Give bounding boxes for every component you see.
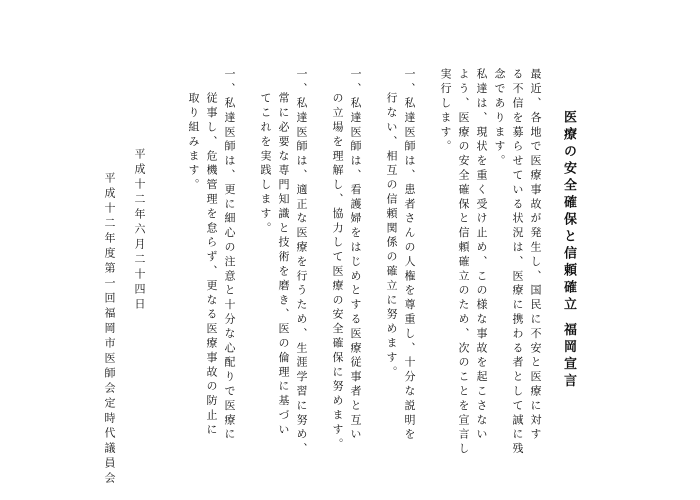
intro-line: 私達は、現状を重く受け止め、この様な事故を起こさない (475, 68, 488, 443)
article-4-line-2: 従事し、危機管理を怠らず、更なる医療事故の防止に (205, 92, 218, 438)
article-3-line-1: 一、私達医師は、適正な医療を行うため、生涯学習に努め、 (295, 68, 308, 457)
intro-line: 実行します。 (439, 68, 452, 155)
intro-line: る不信を募らせている状況は、医療に携わる者として誠に残 (511, 68, 524, 457)
declaration-date: 平成十二年六月二十四日 (133, 148, 146, 313)
declaration-title: 医療の安全確保と信頼確立 福岡宣言 (561, 110, 576, 391)
article-3-line-2: 常に必要な専門知識と技術を磨き、医の倫理に基づい (277, 92, 290, 438)
article-4-line-1: 一、私達医師は、更に細心の注意と十分な心配りで医療に (223, 68, 236, 443)
article-2-line-2: の立場を理解し、協力して医療の安全確保に努めます。 (331, 92, 344, 452)
intro-line: 念であります。 (493, 68, 506, 169)
article-1-line-2: 行ない、相互の信頼関係の確立に努めます。 (385, 92, 398, 380)
intro-line: よう、医療の安全確保と信頼確立のため、次のことを宣言し (457, 68, 470, 457)
article-3-line-3: てこれを実践します。 (259, 92, 272, 236)
intro-line: 最近、各地で医療事故が発生し、国民に不安と医療に対す (529, 68, 542, 443)
article-2-line-1: 一、私達医師は、看護婦をはじめとする医療従事者と互い (349, 68, 362, 443)
article-1-line-1: 一、私達医師は、患者さんの人権を尊重し、十分な説明を (403, 68, 416, 443)
article-4-line-3: 取り組みます。 (187, 92, 200, 193)
signatory: 平成十二年度第一回福岡市医師会定時代議員会 (103, 172, 116, 487)
